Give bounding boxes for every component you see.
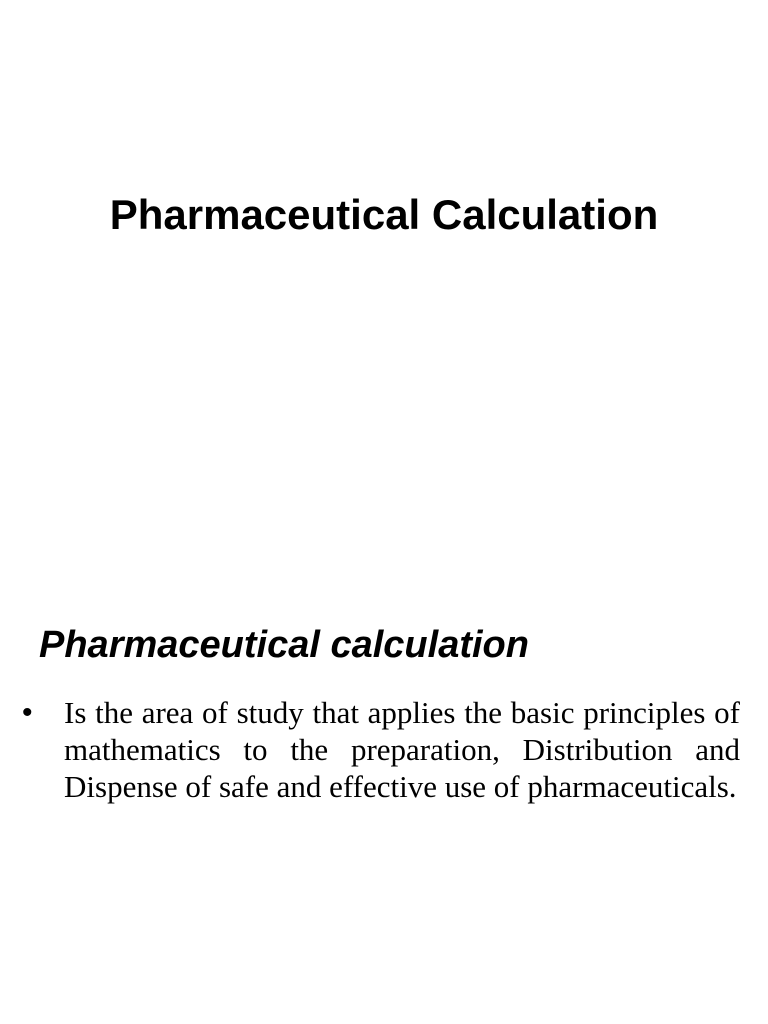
list-item — [22, 694, 740, 805]
bullet-icon: • — [22, 696, 33, 729]
section-heading: Pharmaceutical calculation — [39, 624, 529, 666]
bullet-text: Is the area of study that applies the basic principles of mathematics to the preparation, Distribution and Dispense of safe and effective use of pharmaceuticals. — [64, 695, 740, 804]
content-slide — [0, 512, 768, 1024]
slide-title: Pharmaceutical Calculation — [109, 191, 659, 238]
bullet-list — [22, 694, 740, 805]
